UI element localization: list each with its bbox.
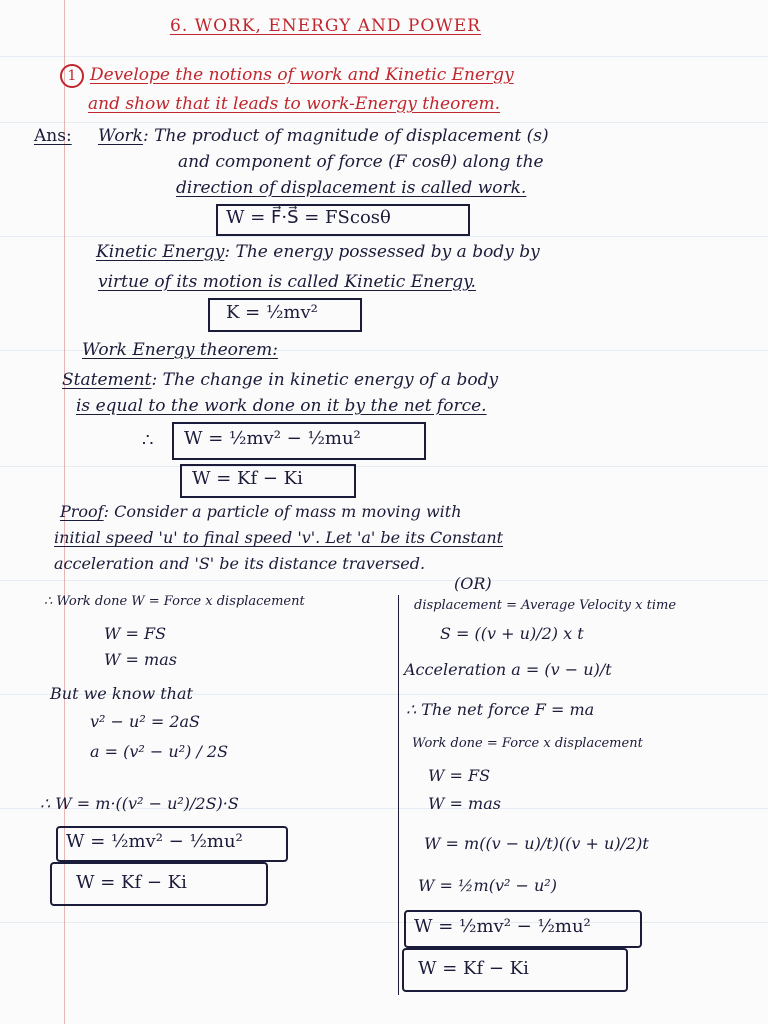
work-def-text-1: : The product of magnitude of displacement (s) [142,126,549,146]
left-w-mas: W = mas [104,650,177,669]
question-number-badge: 1 [60,64,84,88]
work-formula: W = F⃗·S⃗ = FScosθ [226,207,391,228]
proof-line-3: acceleration and 'S' be its distance traversed. [54,554,426,573]
ke-definition-line-2: virtue of its motion is called Kinetic Energy. [98,272,476,292]
ruled-line [0,236,768,237]
right-w-fs: W = FS [428,766,491,785]
question-line-1 [60,64,514,88]
left-result-2: W = Kf − Ki [76,872,187,893]
left-w-fs: W = FS [104,624,167,643]
answer-label: Ans: [34,126,72,146]
work-definition-line-1 [98,126,549,146]
proof-label: Proof [60,502,104,521]
wet-statement-line-1 [62,370,498,390]
right-w-expansion: W = m((v − u)/t)((v + u)/2)t [424,834,649,853]
ruled-line [0,56,768,57]
question-line-2: and show that it leads to work-Energy theorem. [88,94,501,114]
work-definition-line-2: and component of force (F cosθ) along the [178,152,544,172]
right-net-force: ∴ The net force F = ma [406,700,595,719]
right-w-mas: W = mas [428,794,501,813]
therefore-symbol: ∴ [142,430,154,451]
right-s-formula: S = ((v + u)/2) x t [440,624,584,643]
right-result-1: W = ½mv² − ½mu² [414,916,591,937]
ke-term: Kinetic Energy [96,242,225,262]
left-kinematic-eq: v² − u² = 2aS [90,712,201,731]
question-text-1: Develope the notions of work and Kinetic Energy [90,65,514,85]
wet-statement-line-2: is equal to the work done on it by the net force. [76,396,487,416]
wet-heading: Work Energy theorem: [82,340,278,360]
proof-line-1 [60,502,462,521]
ke-definition-line-1 [96,242,540,262]
ruled-line [0,580,768,581]
right-or: (OR) [454,574,492,593]
proof-line-2: initial speed 'u' to final speed 'v'. Let 'a' be its Constant [54,528,504,547]
wet-formula-2: W = Kf − Ki [192,468,303,489]
right-displacement: displacement = Average Velocity x time [414,598,677,613]
ke-def-text-1: : The energy possessed by a body by [224,242,540,262]
column-divider [398,595,399,995]
ruled-line [0,922,768,923]
work-term: Work [98,126,143,146]
right-work-done: Work done = Force x displacement [412,736,643,751]
left-we-know: But we know that [50,684,193,703]
page-title: 6. WORK, ENERGY AND POWER [170,16,481,36]
left-work-done: ∴ Work done W = Force x displacement [44,594,305,609]
right-acceleration: Acceleration a = (v − u)/t [404,660,612,679]
left-acceleration: a = (v² − u²) / 2S [90,742,229,761]
work-definition-line-3: direction of displacement is called work. [176,178,527,198]
left-substitution: ∴ W = m·((v² − u²)/2S)·S [40,794,239,813]
proof-text-1: : Consider a particle of mass m moving with [103,502,462,521]
right-w-half-m: W = ½m(v² − u²) [418,876,557,895]
ruled-line [0,122,768,123]
statement-text-1: : The change in kinetic energy of a body [151,370,499,390]
statement-label: Statement [62,370,152,390]
left-result-1: W = ½mv² − ½mu² [66,831,243,852]
ke-formula: K = ½mv² [226,302,318,323]
ruled-line [0,466,768,467]
right-result-2: W = Kf − Ki [418,958,529,979]
wet-formula-1: W = ½mv² − ½mu² [184,428,361,449]
